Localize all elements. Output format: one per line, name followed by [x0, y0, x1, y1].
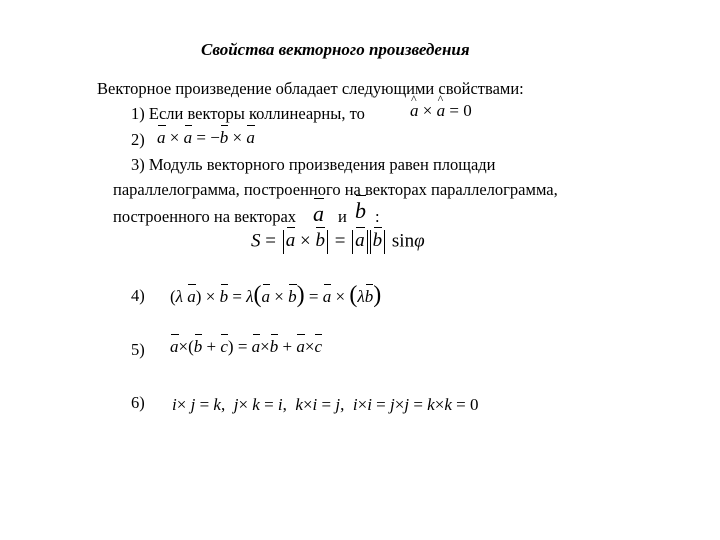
property-5-formula: a×(b + c) = a×b + a×c [170, 337, 322, 356]
property-3-vector-b: b [355, 198, 366, 223]
property-3-line-2: параллелограмма, построенного на векторах параллелограмма, [113, 180, 558, 199]
property-4-label: 4) [131, 286, 145, 305]
property-1-text: 1) Если векторы коллинеарны, то [131, 104, 365, 123]
property-2-label: 2) [131, 130, 145, 149]
slide-title: Свойства векторного произведения [201, 40, 470, 59]
property-6-label: 6) [131, 393, 145, 412]
property-3-line-3: построенного на векторах [113, 207, 297, 226]
intro-text: Векторное произведение обладает следующими свойствами: [97, 79, 524, 98]
property-5-label: 5) [131, 340, 145, 359]
property-3-and: и [338, 207, 347, 226]
property-1-formula: ^ a × ^ a = 0 [410, 101, 472, 121]
property-6-formula: i× j = k, j× k = i, k×i = j, i×i = j×j = k×k = 0 [172, 395, 479, 414]
area-formula: S = a × b = a b sinφ [251, 230, 425, 254]
property-3-colon: : [375, 207, 380, 226]
property-2-formula: a × a = −b × a [157, 128, 255, 147]
property-3-line-1: 3) Модуль векторного произведения равен площади [131, 155, 496, 174]
property-3-vector-a: a [313, 201, 324, 226]
property-4-formula: (λ a) × b = λ(a × b) = a × (λb) [170, 282, 382, 308]
